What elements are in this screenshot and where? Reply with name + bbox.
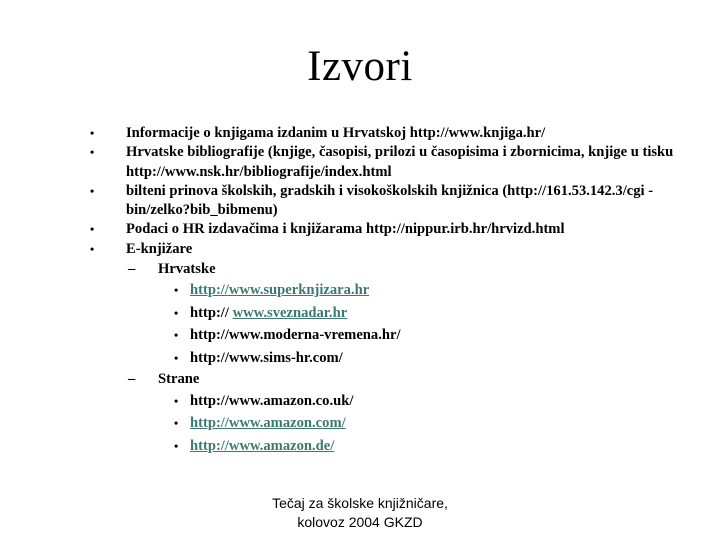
link-text: http://www.sims-hr.com/ — [190, 349, 343, 366]
sub-label: Hrvatske — [158, 261, 216, 278]
link-item — [90, 347, 700, 370]
link-item — [90, 390, 700, 413]
bullet-icon: • — [174, 283, 179, 298]
link-item — [90, 412, 700, 435]
link-text: http://www.moderna-vremena.hr/ — [190, 327, 401, 344]
link-item — [90, 324, 700, 347]
sub-item-strane — [90, 370, 700, 389]
bullet-icon: • — [90, 222, 95, 237]
bullet-item — [90, 240, 700, 259]
slide-title: Izvori — [307, 43, 413, 90]
bullet-item — [90, 182, 700, 221]
dash-icon: – — [128, 261, 136, 278]
link-superknjizara[interactable]: http://www.superknjizara.hr — [190, 282, 370, 299]
bullet-icon: • — [174, 393, 179, 408]
bullet-text: bilteni prinova školskih, gradskih i visokoškolskih knjižnica (http://161.53.142.3/cgi -bin/zelko?bib_bibmenu) — [126, 182, 654, 219]
bullet-list — [90, 124, 700, 457]
dash-icon: – — [128, 371, 136, 388]
bullet-text: Hrvatske bibliografije (knjige, časopisi, prilozi u časopisima i zbornicima, knjige u tisku http://www.nsk.hr/bibliografije/index.html — [126, 144, 674, 180]
link-sveznadar[interactable]: www.sveznadar.hr — [232, 304, 348, 321]
link-item — [90, 435, 700, 458]
bullet-icon: • — [174, 350, 179, 365]
bullet-icon: • — [174, 305, 179, 320]
bullet-item — [90, 124, 700, 143]
link-text: http://www.amazon.co.uk/ — [190, 392, 354, 409]
link-amazon-de[interactable]: http://www.amazon.de/ — [190, 437, 335, 454]
bullet-item — [90, 143, 700, 182]
bullet-text: Podaci o HR izdavačima i knjižarama http://nippur.irb.hr/hrvizd.html — [126, 221, 565, 238]
bullet-item — [90, 220, 700, 239]
bullet-icon: • — [174, 416, 179, 431]
link-item — [90, 279, 700, 302]
bullet-text: Informacije o knjigama izdanim u Hrvatskoj http://www.knjiga.hr/ — [126, 125, 546, 141]
link-item — [90, 302, 700, 325]
footer — [0, 494, 720, 532]
bullet-icon: • — [174, 438, 179, 453]
bullet-icon: • — [90, 183, 95, 198]
bullet-icon: • — [90, 145, 95, 160]
bullet-icon: • — [90, 241, 95, 256]
bullet-text: E-knjižare — [126, 240, 193, 257]
footer-line-1: Tečaj za školske knjižničare, — [272, 495, 448, 511]
sub-item-hrvatske — [90, 260, 700, 279]
link-amazon-com[interactable]: http://www.amazon.com/ — [190, 415, 346, 432]
footer-line-2: kolovoz 2004 GKZD — [297, 514, 423, 530]
bullet-icon: • — [174, 328, 179, 343]
sub-label: Strane — [158, 371, 200, 388]
bullet-icon: • — [90, 126, 95, 140]
link-prefix: http:// — [190, 304, 233, 321]
